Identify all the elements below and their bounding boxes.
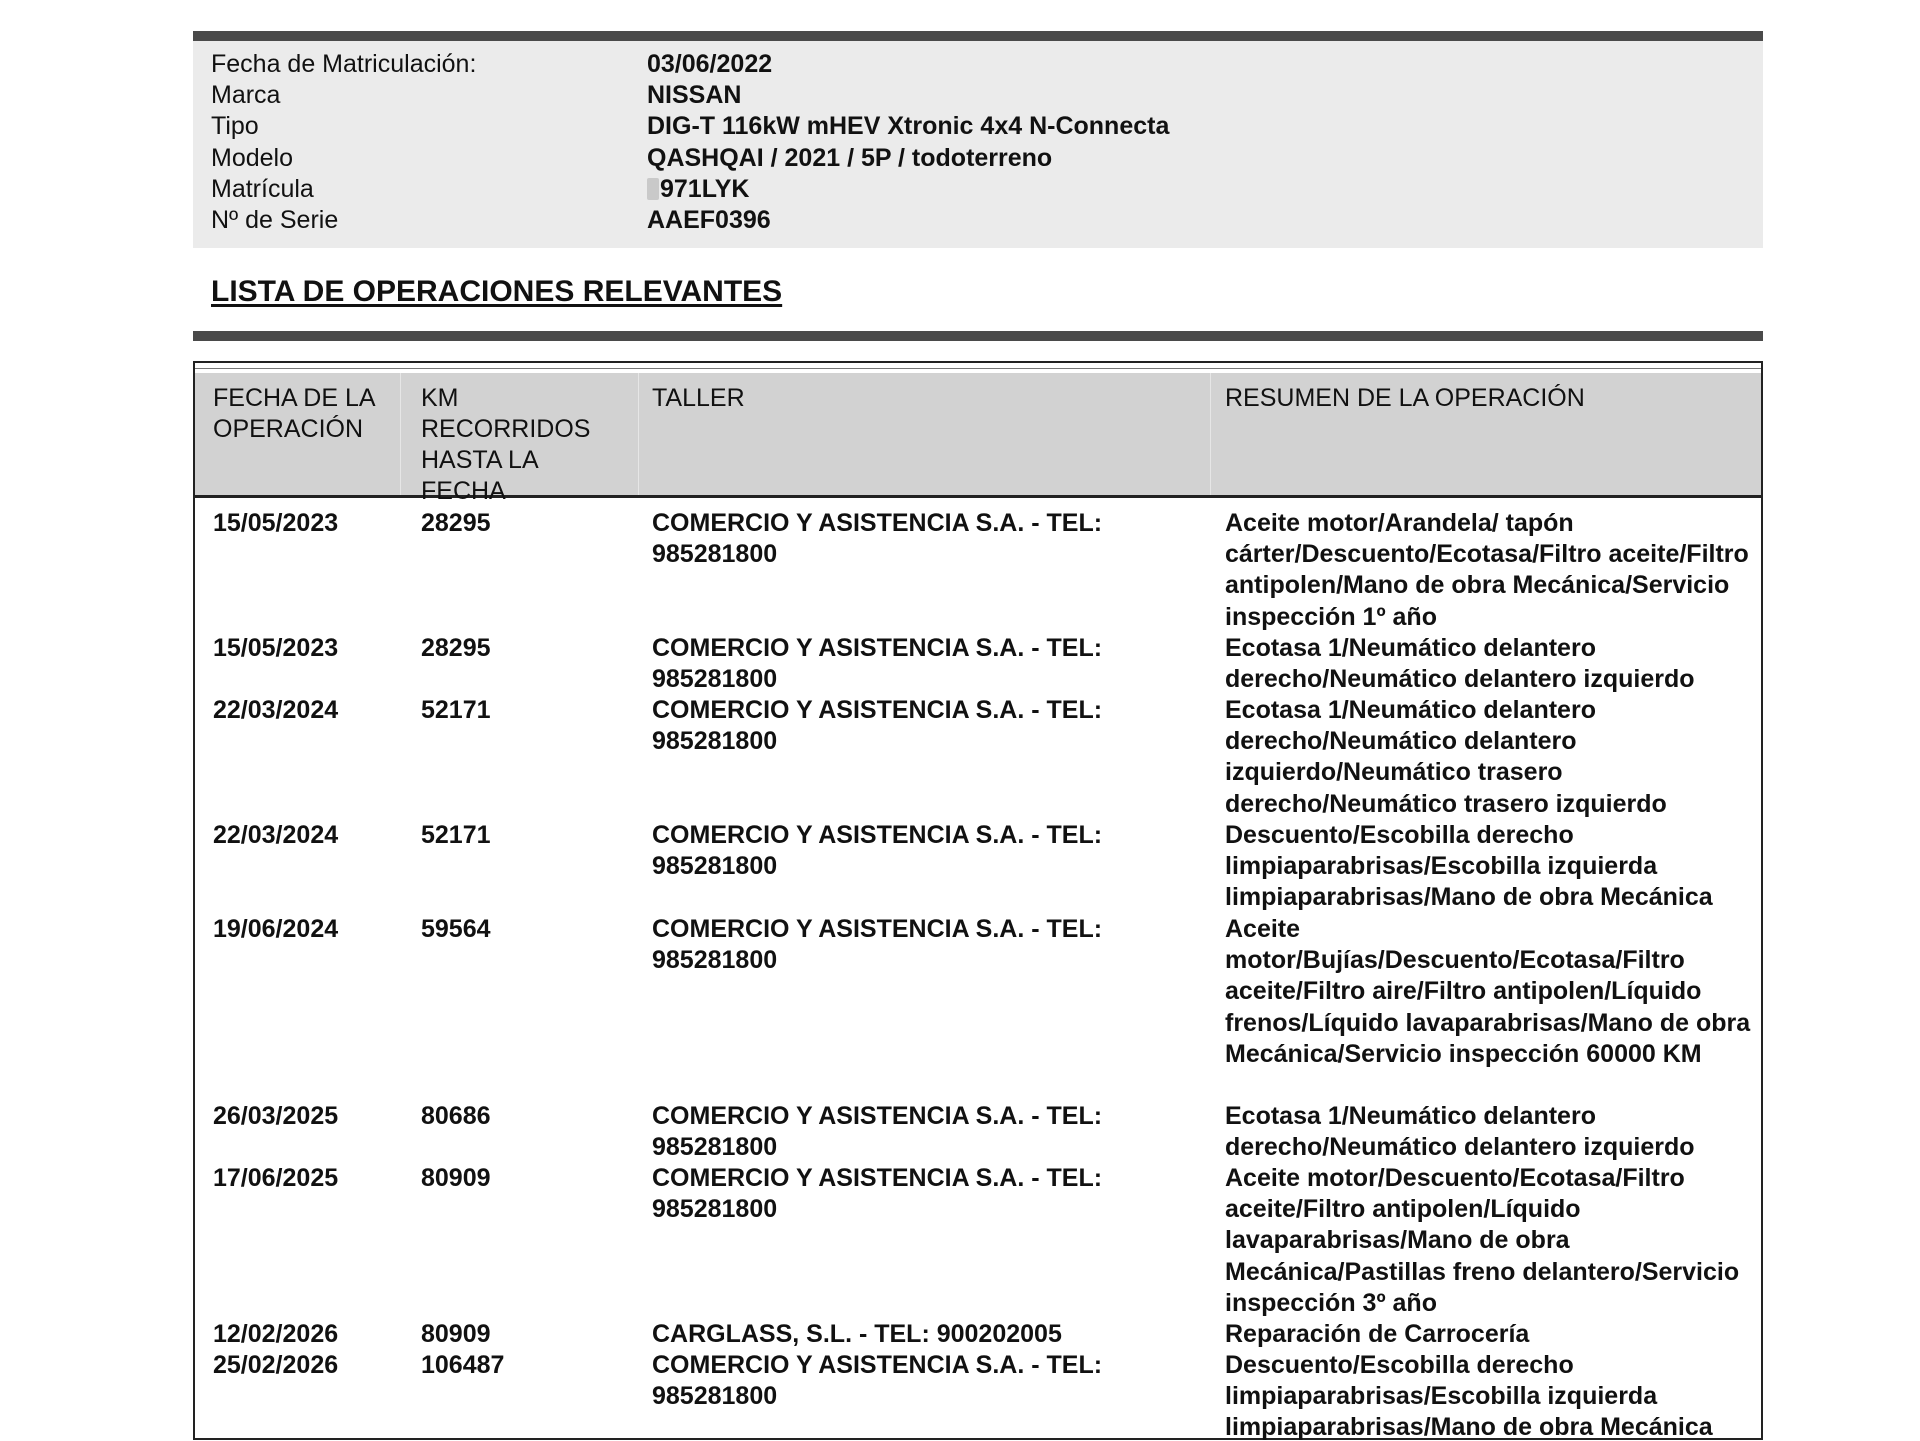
row-date: 26/03/2025 bbox=[213, 1102, 339, 1130]
table-row bbox=[195, 820, 1761, 914]
row-workshop: COMERCIO Y ASISTENCIA S.A. - TEL: 985281800 bbox=[652, 509, 1103, 569]
section-title: LISTA DE OPERACIONES RELEVANTES bbox=[211, 275, 783, 308]
row-date: 19/06/2024 bbox=[213, 915, 339, 943]
row-workshop: COMERCIO Y ASISTENCIA S.A. - TEL: 985281800 bbox=[652, 821, 1103, 881]
table-row bbox=[195, 1163, 1761, 1319]
row-km: 28295 bbox=[421, 634, 491, 662]
header-col-divider bbox=[638, 373, 639, 495]
row-date: 22/03/2024 bbox=[213, 821, 339, 849]
row-summary: Reparación de Carrocería bbox=[1225, 1320, 1530, 1348]
header-km: KM RECORRIDOS HASTA LA FECHA bbox=[421, 384, 591, 505]
row-workshop: COMERCIO Y ASISTENCIA S.A. - TEL: 985281800 bbox=[652, 1164, 1103, 1224]
row-summary: Descuento/Escobilla derecho limpiaparabrisas/Escobilla izquierda limpiaparabrisas/Mano de obra Mecánica bbox=[1225, 821, 1713, 912]
row-summary: Aceite motor/Bujías/Descuento/Ecotasa/Filtro aceite/Filtro aire/Filtro antipolen/Líquido frenos/Líquido lavaparabrisas/Mano de obra Mecánica/Servicio inspección 60000 KM bbox=[1225, 915, 1751, 1068]
operations-table bbox=[193, 361, 1763, 1440]
table-row bbox=[195, 633, 1761, 695]
row-workshop: COMERCIO Y ASISTENCIA S.A. - TEL: 985281800 bbox=[652, 915, 1103, 975]
header-workshop: TALLER bbox=[652, 384, 745, 412]
row-summary: Descuento/Escobilla derecho limpiaparabrisas/Escobilla izquierda limpiaparabrisas/Mano de obra Mecánica bbox=[1225, 1351, 1713, 1441]
vehicle-row-brand bbox=[211, 80, 1763, 111]
plate-value: 971LYK bbox=[660, 174, 750, 203]
header-col-divider bbox=[1210, 373, 1211, 495]
row-date: 25/02/2026 bbox=[213, 1351, 339, 1379]
row-km: 52171 bbox=[421, 821, 491, 849]
redacted-plate-chip bbox=[647, 178, 659, 200]
section-divider-bar bbox=[193, 331, 1763, 341]
vehicle-row-type bbox=[211, 111, 1763, 142]
brand-value: NISSAN bbox=[647, 81, 742, 110]
header-col-divider bbox=[400, 373, 401, 495]
registration-date-value: 03/06/2022 bbox=[647, 50, 773, 78]
row-km: 80909 bbox=[421, 1320, 491, 1348]
table-row bbox=[195, 1350, 1761, 1441]
row-km: 28295 bbox=[421, 509, 491, 537]
model-label: Modelo bbox=[211, 143, 293, 172]
table-row bbox=[195, 1319, 1761, 1350]
vehicle-row-registration-date bbox=[211, 49, 1763, 80]
serial-label: Nº de Serie bbox=[211, 205, 339, 234]
table-row bbox=[195, 914, 1761, 1101]
type-value: DIG-T 116kW mHEV Xtronic 4x4 N-Connecta bbox=[647, 112, 1170, 141]
top-divider-bar bbox=[193, 31, 1763, 41]
vehicle-row-plate bbox=[211, 174, 1763, 205]
row-date: 15/05/2023 bbox=[213, 634, 339, 662]
vehicle-row-model bbox=[211, 143, 1763, 174]
table-row bbox=[195, 695, 1761, 820]
row-summary: Aceite motor/Arandela/ tapón cárter/Descuento/Ecotasa/Filtro aceite/Filtro antipolen/Mano de obra Mecánica/Servicio inspección 1º año bbox=[1225, 509, 1749, 631]
row-workshop: COMERCIO Y ASISTENCIA S.A. - TEL: 985281800 bbox=[652, 1351, 1103, 1411]
row-km: 80686 bbox=[421, 1102, 491, 1130]
table-row bbox=[195, 508, 1761, 633]
row-date: 12/02/2026 bbox=[213, 1320, 339, 1348]
row-workshop: CARGLASS, S.L. - TEL: 900202005 bbox=[652, 1320, 1062, 1348]
type-label: Tipo bbox=[211, 112, 259, 141]
row-workshop: COMERCIO Y ASISTENCIA S.A. - TEL: 985281800 bbox=[652, 696, 1103, 756]
row-summary: Ecotasa 1/Neumático delantero derecho/Neumático delantero izquierdo/Neumático trasero derecho/Neumático trasero izquierdo bbox=[1225, 696, 1667, 818]
registration-date-label: Fecha de Matriculación: bbox=[211, 50, 477, 78]
row-summary: Ecotasa 1/Neumático delantero derecho/Neumático delantero izquierdo bbox=[1225, 1102, 1695, 1162]
row-date: 17/06/2025 bbox=[213, 1164, 339, 1192]
row-km: 106487 bbox=[421, 1351, 505, 1379]
row-workshop: COMERCIO Y ASISTENCIA S.A. - TEL: 985281800 bbox=[652, 1102, 1103, 1162]
header-date: FECHA DE LA OPERACIÓN bbox=[213, 384, 375, 443]
vehicle-info-panel bbox=[193, 41, 1763, 248]
table-top-inner-line bbox=[195, 368, 1761, 369]
table-header bbox=[195, 373, 1761, 505]
plate-value-wrap bbox=[647, 174, 749, 205]
row-date: 15/05/2023 bbox=[213, 509, 339, 537]
model-value: QASHQAI / 2021 / 5P / todoterreno bbox=[647, 143, 1053, 172]
row-km: 52171 bbox=[421, 696, 491, 724]
row-workshop: COMERCIO Y ASISTENCIA S.A. - TEL: 985281800 bbox=[652, 634, 1103, 694]
vehicle-row-serial bbox=[211, 205, 1763, 236]
row-date: 22/03/2024 bbox=[213, 696, 339, 724]
row-summary: Aceite motor/Descuento/Ecotasa/Filtro aceite/Filtro antipolen/Líquido lavaparabrisas/Mano de obra Mecánica/Pastillas freno delantero/Servicio inspección 3º año bbox=[1225, 1164, 1740, 1317]
brand-label: Marca bbox=[211, 81, 281, 110]
header-summary: RESUMEN DE LA OPERACIÓN bbox=[1225, 384, 1585, 412]
row-summary: Ecotasa 1/Neumático delantero derecho/Neumático delantero izquierdo bbox=[1225, 634, 1695, 694]
plate-label: Matrícula bbox=[211, 174, 314, 203]
serial-value: AAEF0396 bbox=[647, 205, 771, 234]
row-km: 59564 bbox=[421, 915, 491, 943]
table-row bbox=[195, 1101, 1761, 1163]
row-km: 80909 bbox=[421, 1164, 491, 1192]
